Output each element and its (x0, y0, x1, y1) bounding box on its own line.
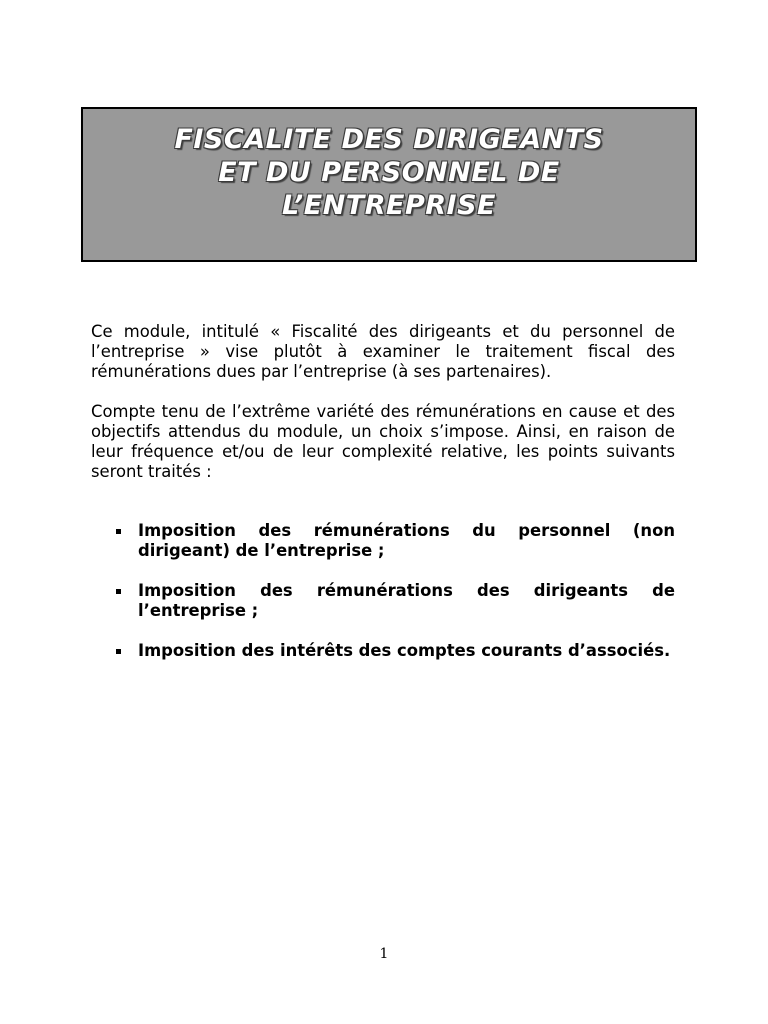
list-item (112, 521, 675, 561)
square-bullet-icon (116, 589, 121, 594)
title-line-3: L’ENTREPRISE (282, 190, 496, 221)
list-item (112, 641, 675, 661)
list-item (112, 581, 675, 621)
title-line-2: ET DU PERSONNEL DE (218, 157, 560, 188)
list-item-text: Imposition des rémunérations du personnel (non dirigeant) de l’entreprise ; (138, 521, 675, 560)
list-item-text: Imposition des rémunérations des dirigeants de l’entreprise ; (138, 581, 675, 620)
body-text (91, 322, 675, 502)
page-number: 1 (379, 946, 389, 962)
topics-list (112, 521, 675, 681)
document-title (83, 109, 695, 222)
title-line-1: FISCALITE DES DIRIGEANTS (174, 124, 604, 155)
square-bullet-icon (116, 649, 121, 654)
list-item-text: Imposition des intérêts des comptes courants d’associés. (138, 641, 671, 660)
square-bullet-icon (116, 529, 121, 534)
intro-paragraph: Ce module, intitulé « Fiscalité des dirigeants et du personnel de l’entreprise » vise plutôt à examiner le traitement fiscal des rémunérations dues par l’entreprise (à ses partenaires). (91, 322, 675, 381)
title-box (81, 107, 697, 262)
scope-paragraph: Compte tenu de l’extrême variété des rémunérations en cause et des objectifs attendus du module, un choix s’impose. Ainsi, en raison de leur fréquence et/ou de leur complexité relative, les points suivants seront traités : (91, 402, 675, 481)
